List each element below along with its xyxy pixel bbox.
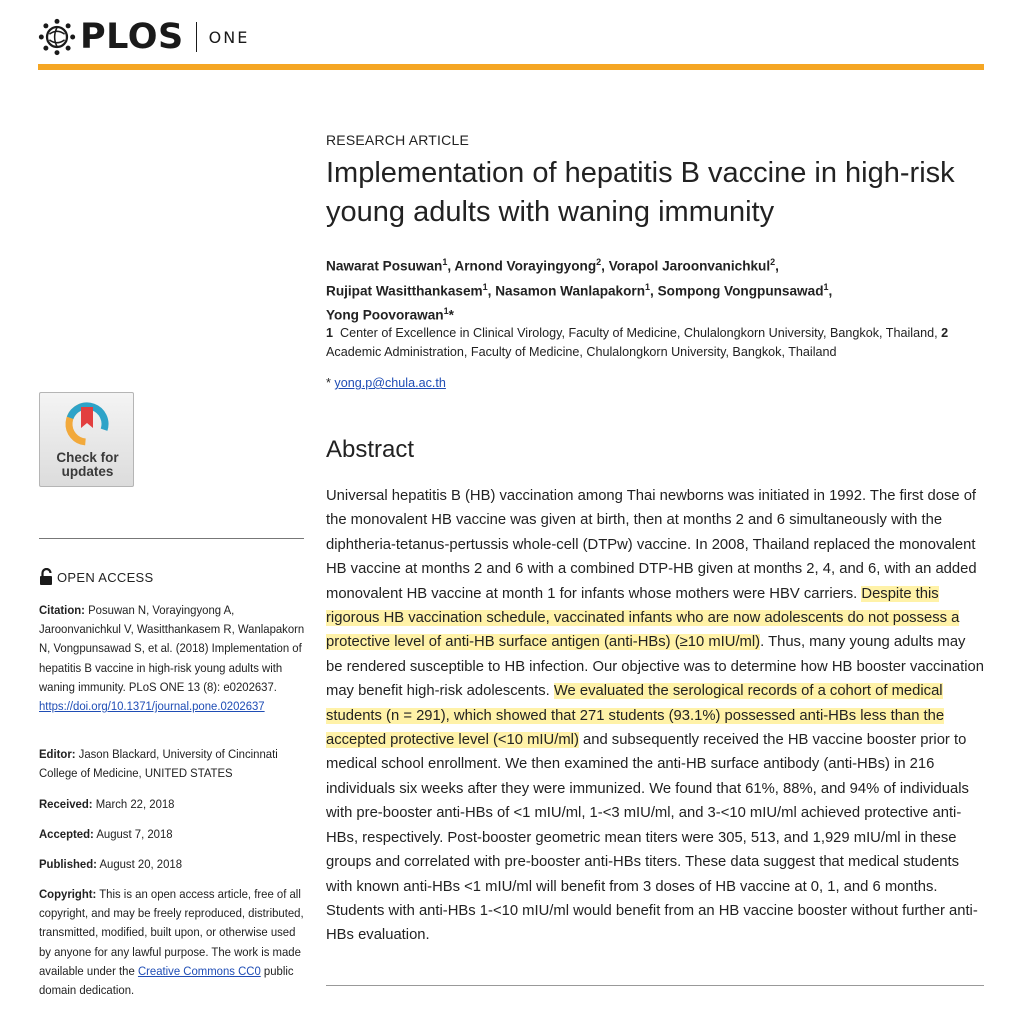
abstract-text: . Thus, many young adults may be rendered susceptible to HB infection. Our objective was to determine how HB booster vaccination may benefit high-risk adolescents. — [326, 634, 984, 700]
author-name[interactable]: Rujipat Wasitthankasem — [326, 283, 483, 299]
abstract-text: and subsequently received the HB vaccine booster prior to medical school enrollment. We then examined the anti-HB surface antibody (anti-HBs) in 216 individuals six weeks after they were immunized. We found that 61%, 88%, and 94% of individuals with pre-booster anti-HBs of <1 mIU/ml, 1-<3 mIU/ml, and 3-<10 mIU/ml achieved protective anti-HBs, respectively. Post-booster geometric mean titers were 305, 513, and 1,929 mIU/ml in these groups and correlated with pre-booster anti-HBs titers. These data suggest that medical students with known anti-HBs <1 mIU/ml will benefit from 3 doses of HB vaccine at 0, 1, and 6 months. Students with anti-HBs 1-<10 mIU/ml would benefit from an HB vaccine booster without further anti-HBs evaluation. — [326, 732, 978, 944]
corresponding-star: * — [326, 376, 331, 390]
article-title: Implementation of hepatitis B vaccine in high-risk young adults with waning immunity — [326, 157, 955, 228]
journal-name: ONE — [208, 27, 250, 47]
header-accent-bar — [38, 64, 984, 70]
received-date: March 22, 2018 — [95, 797, 175, 811]
open-lock-icon — [39, 568, 54, 586]
affiliation-number: 1 — [326, 326, 334, 340]
affiliation-number: 2 — [941, 326, 949, 340]
author-affiliation-mark: 1 — [823, 281, 829, 292]
open-access-label — [39, 568, 154, 586]
published-date: August 20, 2018 — [99, 857, 183, 871]
citation-block — [39, 601, 307, 716]
received-block — [39, 795, 307, 814]
sidebar-divider — [39, 538, 304, 539]
highlighted-text: We evaluated the serological records of a cohort of medical students (n = 291), which showed that 271 students (93.1%) possessed anti-HBs less than the accepted protective level (<10 mIU/ml) — [326, 683, 945, 749]
received-label: Received: — [39, 797, 93, 811]
email-link[interactable]: yong.p@chula.ac.th — [334, 376, 446, 390]
copyright-tail: public domain dedication. — [39, 963, 294, 998]
check-updates-line1: Check for — [56, 450, 119, 465]
copyright-text: This is an open access article, free of all copyright, and may be freely reproduced, distributed, transmitted, modified, built upon, or otherwise used by anyone for any lawful purpose. The work is made available under the — [39, 887, 304, 978]
accepted-label: Accepted: — [39, 827, 94, 841]
author-affiliation-mark: 1 — [442, 257, 448, 267]
author-affiliation-mark: 1 — [645, 281, 651, 292]
author-name[interactable]: Vorapol Jaroonvanichkul — [608, 258, 771, 274]
editor-label: Editor: — [39, 747, 76, 761]
published-block — [39, 855, 307, 874]
open-access-text: OPEN ACCESS — [57, 569, 154, 585]
author-name[interactable]: Arnond Vorayingyong — [454, 258, 597, 274]
check-updates-icon — [64, 401, 110, 447]
brand-name: PLOS — [80, 16, 184, 57]
copyright-label: Copyright: — [39, 887, 97, 901]
author-affiliation-mark: 2 — [596, 257, 602, 267]
affiliation-text: Academic Administration, Faculty of Medicine, Chulalongkorn University, Bangkok, Thailand — [326, 345, 837, 359]
abstract-bottom-rule — [326, 985, 984, 986]
author-name[interactable]: Nawarat Posuwan — [326, 258, 443, 274]
article-type-label: RESEARCH ARTICLE — [326, 132, 469, 148]
affiliations — [326, 324, 976, 362]
check-for-updates-badge[interactable] — [39, 392, 134, 487]
accepted-date: August 7, 2018 — [96, 827, 173, 841]
creative-commons-link[interactable]: Creative Commons CC0 — [137, 963, 261, 978]
abstract-heading: Abstract — [326, 436, 415, 463]
check-updates-line2: updates — [61, 464, 114, 479]
author-list: Nawarat Posuwan$^1$, Arnond Vorayingyong$^2$, Vorapol Jaroonvanichkul$^2$, Rujipat Wasitthankasem$^1$, Nasamon Wanlapakorn$^1$, Sompong Vongpunsawad$^1$, Yong Poovorawan$^1$* — [326, 257, 833, 323]
corresponding-author-mark: * — [448, 307, 454, 323]
published-label: Published: — [39, 857, 97, 871]
abstract-body — [326, 484, 986, 948]
accepted-block — [39, 825, 307, 844]
author-name[interactable]: Nasamon Wanlapakorn — [495, 283, 646, 299]
author-name[interactable]: Yong Poovorawan — [326, 307, 444, 323]
copyright-block — [39, 885, 307, 1000]
plos-sun-icon — [38, 18, 76, 56]
journal-logo[interactable] — [38, 14, 249, 60]
affiliation-text: Center of Excellence in Clinical Virology, Faculty of Medicine, Chulalongkorn University, Bangkok, Thailand, — [340, 326, 938, 340]
logo-divider — [196, 22, 197, 52]
author-affiliation-mark: 1 — [482, 281, 488, 292]
highlighted-text: Despite this rigorous HB vaccination schedule, vaccinated infants who are now adolescents do not possess a protective level of anti-HB surface antigen (anti-HBs) (≥10 mIU/ml) — [326, 585, 960, 651]
corresponding-email — [326, 376, 446, 390]
citation-label: Citation: — [39, 603, 85, 617]
abstract-text: Universal hepatitis B (HB) vaccination among Thai newborns was initiated in 1992. The first dose of the monovalent HB vaccine was given at birth, then at months 2 and 6 simultaneously with the diphtheria-tetanus-pertussis whole-cell (DTPw) vaccine. In 2008, Thailand replaced the monovalent HB vaccine at months 2 and 6 with a combined DTP-HB given at months 2, 4, and 6, with an added monovalent HB vaccine at month 1 for infants whose mothers were HBV carriers. — [326, 488, 977, 602]
editor-text: Jason Blackard, University of Cincinnati College of Medicine, UNITED STATES — [39, 747, 278, 781]
citation-text: Posuwan N, Vorayingyong A, Jaroonvanichkul V, Wasitthankasem R, Wanlapakorn N, Vongpunsawad S, et al. (2018) Implementation of hepatitis B vaccine in high-risk young adults with waning immunity. PLoS ONE 13 (8): e0202637. — [39, 603, 305, 694]
editor-block — [39, 745, 307, 783]
author-name[interactable]: Sompong Vongpunsawad — [657, 283, 824, 299]
author-affiliation-mark: 2 — [770, 257, 776, 267]
citation-doi-link[interactable]: https://doi.org/10.1371/journal.pone.0202637 — [39, 699, 265, 714]
author-affiliation-mark: 1 — [443, 306, 449, 317]
